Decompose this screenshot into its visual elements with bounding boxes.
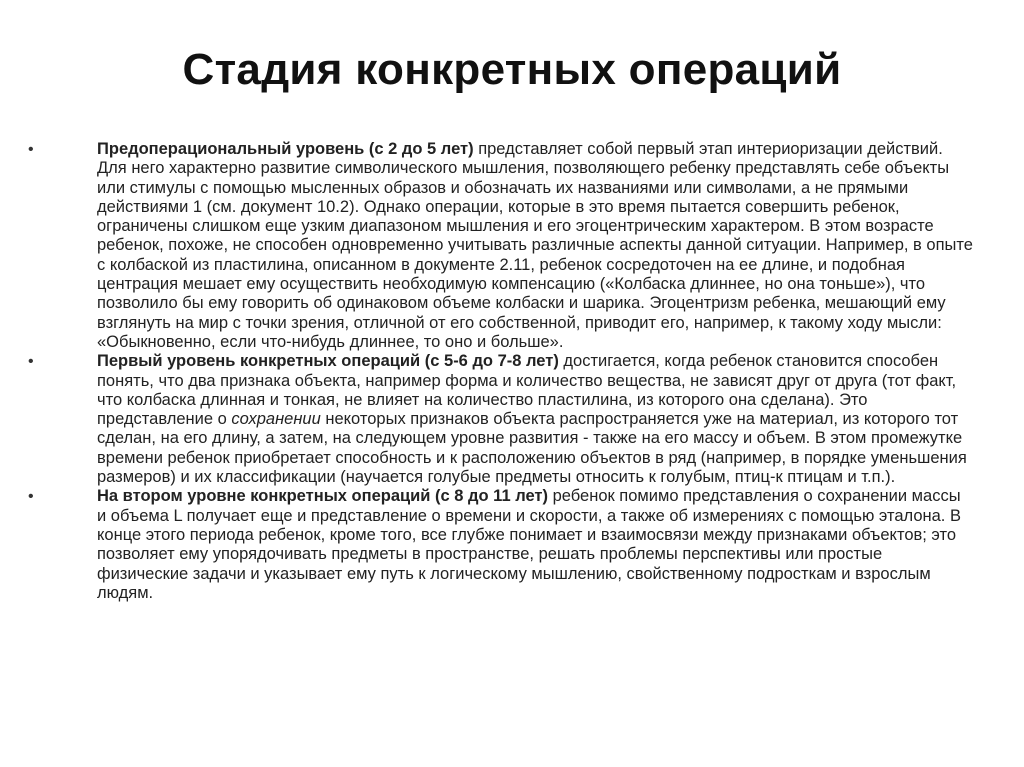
bullet-marker: • <box>28 488 34 506</box>
bullet-lead: На втором уровне конкретных операций (с 8 до 11 лет) <box>97 487 549 506</box>
bullet-body: представляет собой первый этап интериоризации действий. Для него характерно развитие символического мышления, позволяющего ребенку представлять себе объекты или стимулы с помощью мысленных образов и обозначать их названиями или символами, а не прямыми действиями 1 (см. документ 10.2). Однако операции, которые в это время пытается совершить ребенок, ограничены слишком еще узким диапазоном мышления и его эгоцентрическим характером. В этом возрасте ребенок, похоже, не способен одновременно учитывать различные аспекты данной ситуации. Например, в опыте с колбаской из пластилина, описанном в документе 2.11, ребенок сосредоточен на ее длине, и подобная центрация мешает ему осуществить необходимую компенсацию («Колбаска длиннее, но она тоньше»), что позволило бы ему говорить об одинаковом объеме колбаски и шарика. Эгоцентризм ребенка, мешающий ему взглянуть на мир с точки зрения, отличной от его собственной, приводит его, например, к такому ходу мысли: «Обыкновенно, если что-нибудь длиннее, то оно и больше». <box>97 140 973 351</box>
bullet-item-preoperational <box>28 140 973 352</box>
bullet-marker: • <box>28 141 34 158</box>
bullet-lead: Первый уровень конкретных операций (с 5-6 до 7-8 лет) <box>97 352 559 371</box>
bullet-lead: Предоперациональный уровень (с 2 до 5 лет) <box>97 140 474 158</box>
bullet-text <box>97 140 973 352</box>
slide-title: Стадия конкретных операций <box>182 45 842 94</box>
bullet-body: достигается, когда ребенок становится способен понять, что два признака объекта, например форма и количество вещества, не зависят друг от друга (тот факт, что колбаска длинная и тонкая, не влияет на количество пластилина, из которого она сделана). Это представление о <box>97 352 957 429</box>
bullet-item-second-level <box>28 487 973 603</box>
bullet-marker: • <box>28 353 34 371</box>
bullet-body: ребенок помимо представления о сохранении массы и объема L получает еще и представление о времени и скорости, а также об измерениях с помощью эталона. В конце этого периода ребенок, кроме того, все глубже понимает и взаимосвязи между признаками объектов; это позволяет ему упорядочивать предметы в пространстве, решать проблемы перспективы или простые физические задачи и указывает ему путь к логическому мышлению, свойственному подросткам и взрослым людям. <box>97 487 961 602</box>
bullet-list <box>28 140 973 603</box>
bullet-text <box>97 352 973 487</box>
bullet-text <box>97 487 973 603</box>
bullet-body-continued: некоторых признаков объекта распространяется уже на материал, из которого тот сделан, на его длину, а затем, на следующем уровне развития - также на его массу и объем. В этом промежутке времени ребенок приобретает способность и к расположению объектов в ряд (например, в порядке уменьшения размеров) и их классификации (научается голубые предметы относить к голубым, птиц-к птицам и т.п.). <box>97 410 967 487</box>
bullet-italic-term: сохранении <box>231 410 321 429</box>
bullet-item-first-level <box>28 352 973 487</box>
